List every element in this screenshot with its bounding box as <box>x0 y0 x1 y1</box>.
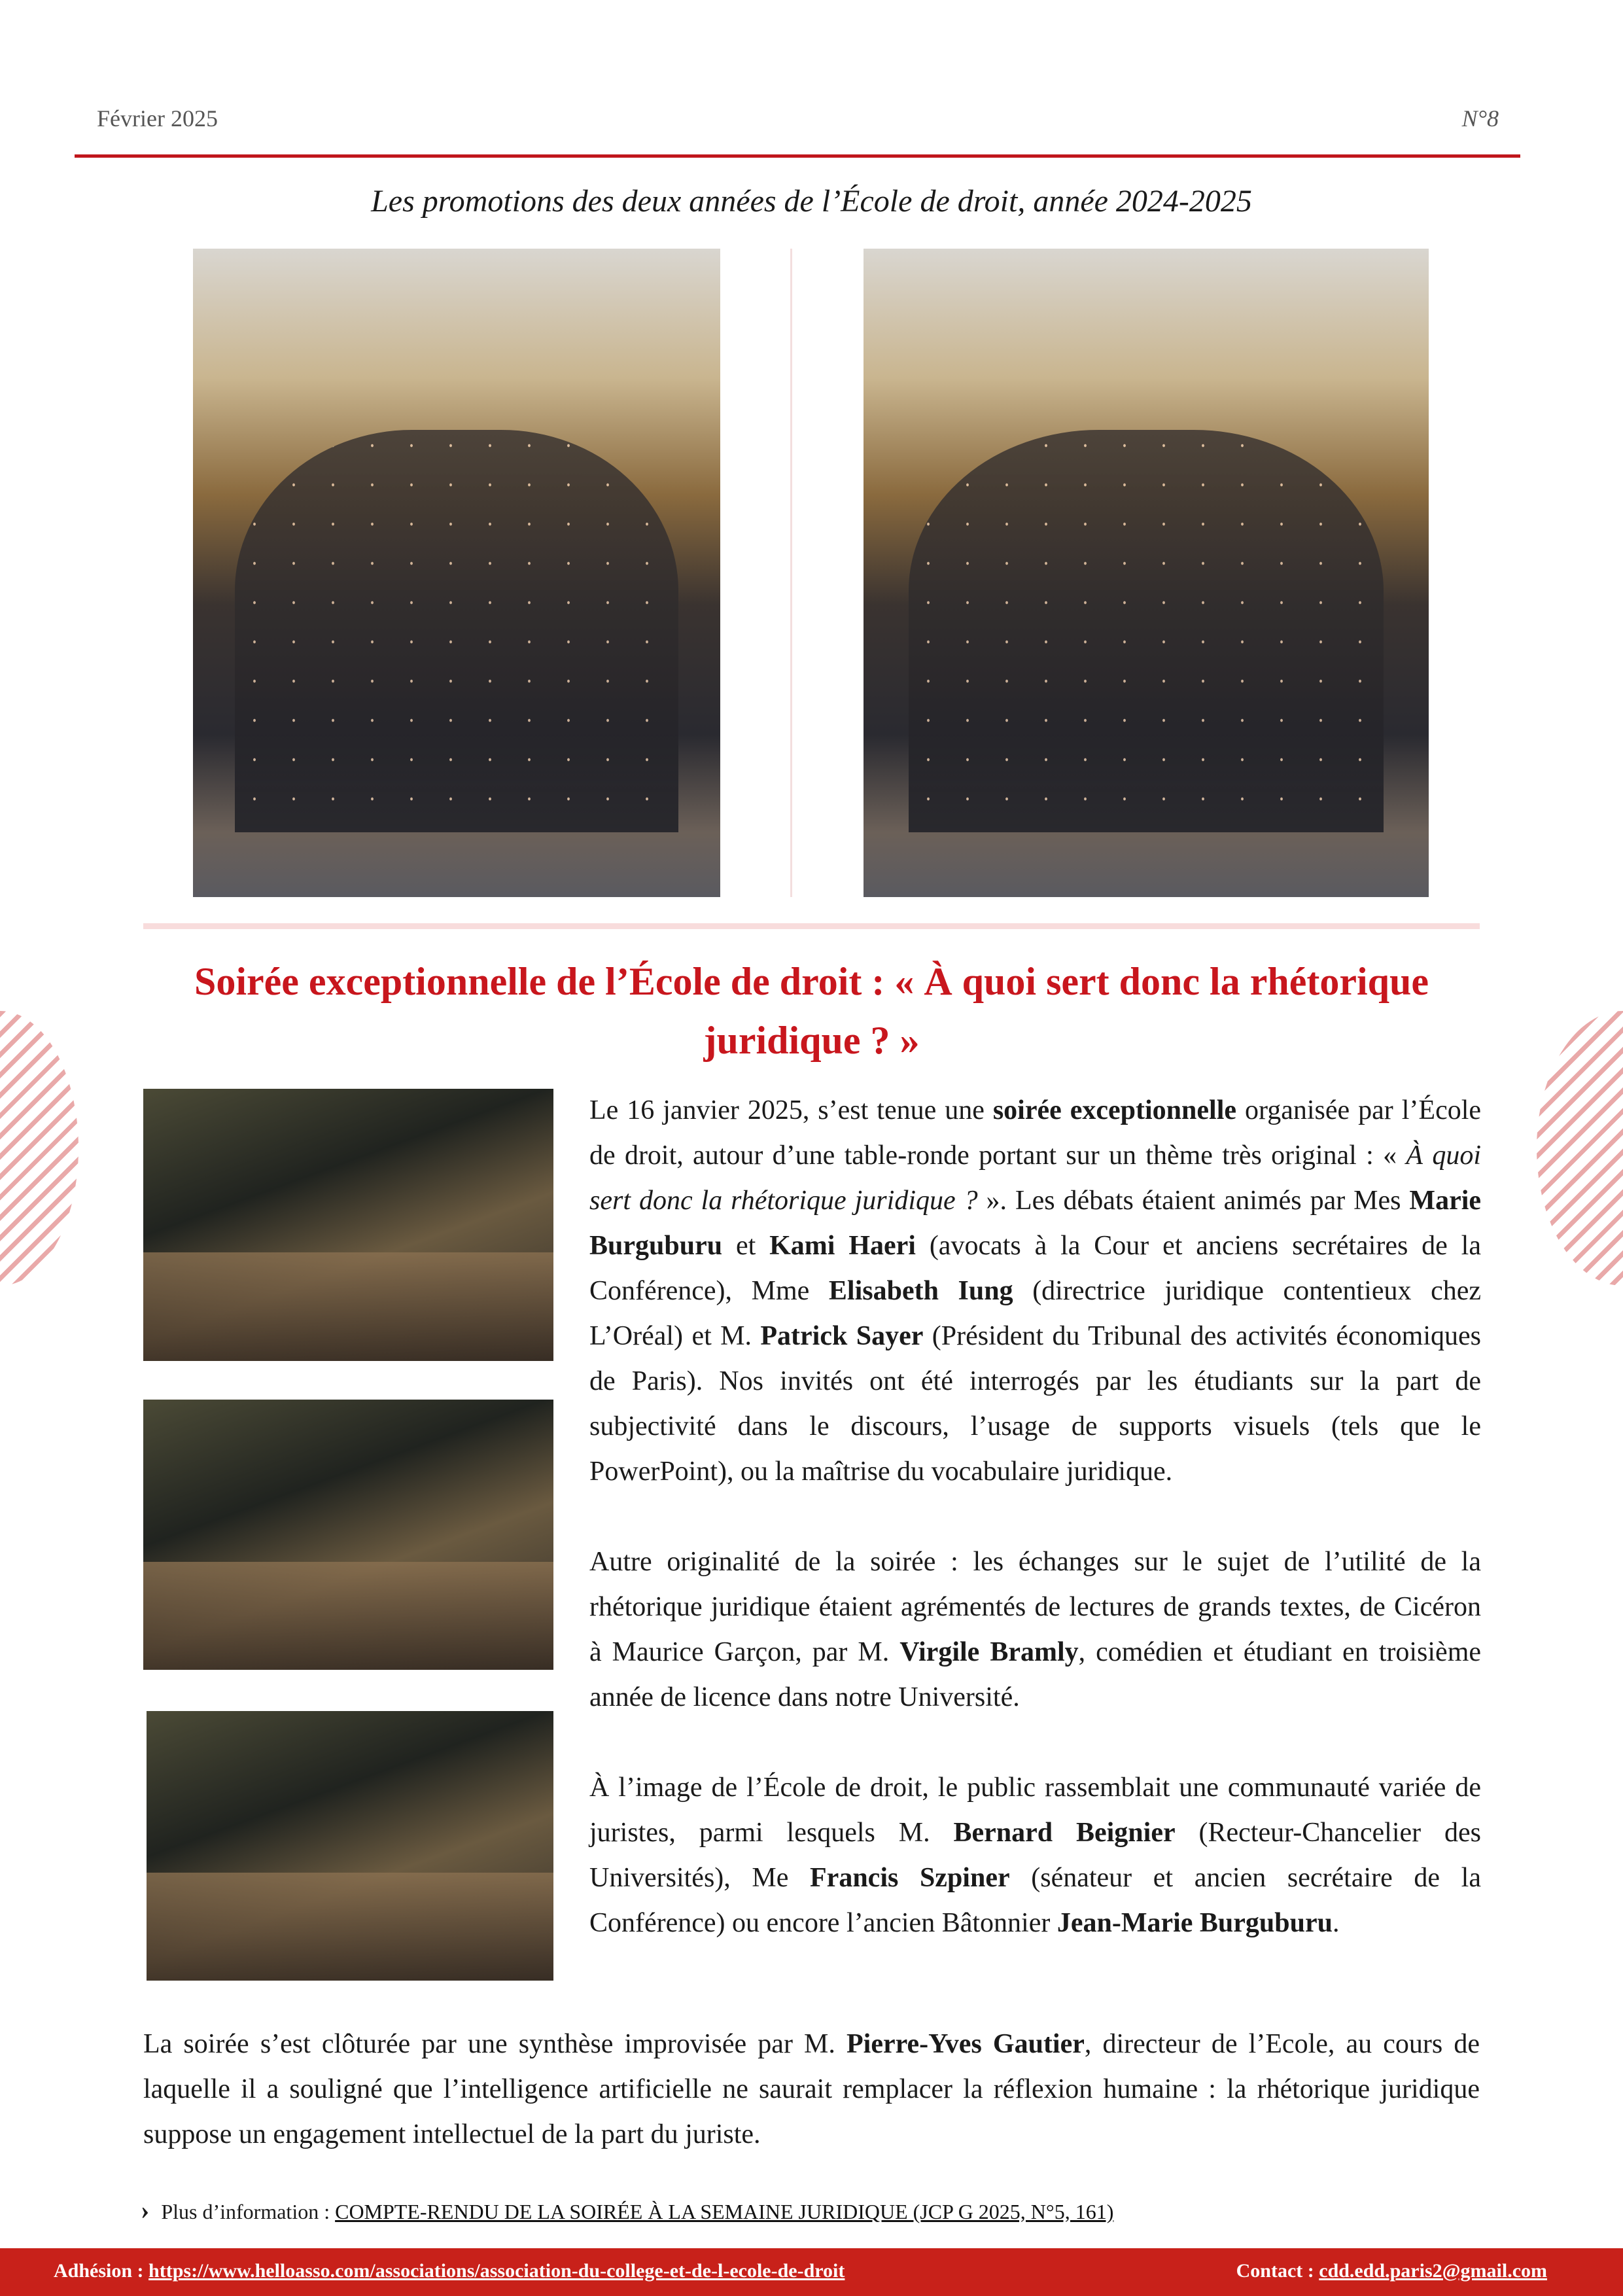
name-highlight: Pierre-Yves Gautier <box>846 2029 1085 2059</box>
article-paragraph <box>589 1540 1481 1720</box>
more-info-label: Plus d’information : <box>161 2200 336 2223</box>
name-highlight: Francis Szpiner <box>810 1863 1010 1893</box>
adhesion-label: Adhésion : <box>54 2260 149 2282</box>
more-info <box>141 2195 1113 2225</box>
article-title: Soirée exceptionnelle de l’École de droit : « À quoi sert donc la rhétorique juridique ? » <box>194 960 1429 1062</box>
text-segment: organisée par l’École de droit, autour d’une table-ronde portant sur un thème très original : « <box>589 1095 1482 1171</box>
name-highlight: Kami Haeri <box>769 1231 916 1261</box>
text-segment: Autre originalité de la soirée : les échanges sur le sujet de l’utilité de la rhétorique juridique étaient agrémentés de lectures de grands textes, de Cicéron à Maurice Garçon, par M. <box>589 1547 1481 1667</box>
text-segment: (avocats à la Cour et anciens secrétaires de la Conférence), Mme <box>589 1231 1481 1306</box>
name-highlight: Virgile Bramly <box>899 1637 1079 1667</box>
name-highlight: Bernard Beignier <box>953 1818 1176 1848</box>
text-segment: , directeur de l’Ecole, au cours de laquelle il a souligné que l’intelligence artificielle ne saurait remplacer la réflexion humaine : la rhétorique juridique suppose un engagement intellectuel de la part du juriste. <box>143 2029 1480 2149</box>
footer-bar <box>0 2248 1623 2296</box>
issue-number: N°8 <box>1461 105 1499 132</box>
photo-divider <box>790 249 792 897</box>
name-highlight: soirée exceptionnelle <box>992 1095 1237 1125</box>
chevron-right-icon: › <box>141 2195 150 2225</box>
promotion-photo-2 <box>864 249 1429 897</box>
event-photo-audience <box>143 1400 553 1670</box>
article-paragraph <box>589 1765 1481 1946</box>
text-segment: (Recteur-Chancelier des Universités), Me <box>589 1818 1481 1893</box>
contact-email-link[interactable]: cdd.edd.paris2@gmail.com <box>1319 2260 1547 2282</box>
name-highlight: Jean-Marie Burguburu <box>1056 1908 1333 1938</box>
event-photo-reading <box>147 1711 553 1981</box>
name-highlight: Patrick Sayer <box>760 1321 924 1351</box>
text-segment: . <box>1333 1908 1340 1938</box>
decorative-striped-circle-left <box>0 1011 79 1286</box>
section-divider <box>143 923 1480 929</box>
text-segment: (directrice juridique contentieux chez L’Oréal) et M. <box>589 1276 1481 1351</box>
photo-caption: Les promotions des deux années de l’École de droit, année 2024-2025 <box>371 184 1252 219</box>
article-body <box>589 1088 1481 1991</box>
closing-paragraph <box>143 2022 1480 2157</box>
contact-label: Contact : <box>1236 2260 1319 2282</box>
italic-text: À quoi sert donc la rhétorique juridique ? <box>589 1140 1481 1216</box>
text-segment: ». Les débats étaient animés par Mes <box>977 1186 1410 1216</box>
promotion-photo-1 <box>193 249 720 897</box>
header-divider <box>75 154 1520 158</box>
text-segment: La soirée s’est clôturée par une synthèse improvisée par M. <box>143 2029 847 2059</box>
decorative-striped-circle-right <box>1537 1011 1623 1286</box>
adhesion-link[interactable]: https://www.helloasso.com/associations/association-du-college-et-de-l-ecole-de-droit <box>148 2260 845 2282</box>
text-segment: Le 16 janvier 2025, s’est tenue une <box>589 1095 993 1125</box>
text-segment: (sénateur et ancien secrétaire de la Conférence) ou encore l’ancien Bâtonnier <box>589 1863 1481 1938</box>
text-segment: et <box>722 1231 770 1261</box>
text-segment: , comédien et étudiant en troisième année de licence dans notre Université. <box>589 1637 1482 1712</box>
text-segment: (Président du Tribunal des activités économiques de Paris). Nos invités ont été interrogés par les étudiants sur la part de subjectivité dans le discours, l’usage de supports visuels (tels que le PowerPoint), ou la maîtrise du vocabulaire juridique. <box>589 1321 1481 1487</box>
article-closing <box>143 2022 1480 2157</box>
event-photo-panel <box>143 1089 553 1361</box>
name-highlight: Marie Burguburu <box>589 1186 1482 1261</box>
issue-date: Février 2025 <box>97 105 218 132</box>
article-paragraph <box>589 1088 1481 1494</box>
more-info-link[interactable]: COMPTE-RENDU DE LA SOIRÉE À LA SEMAINE JURIDIQUE (JCP G 2025, N°5, 161) <box>335 2200 1114 2223</box>
name-highlight: Elisabeth Iung <box>828 1276 1013 1306</box>
text-segment: À l’image de l’École de droit, le public rassemblait une communauté variée de juristes, parmi lesquels M. <box>589 1773 1481 1848</box>
